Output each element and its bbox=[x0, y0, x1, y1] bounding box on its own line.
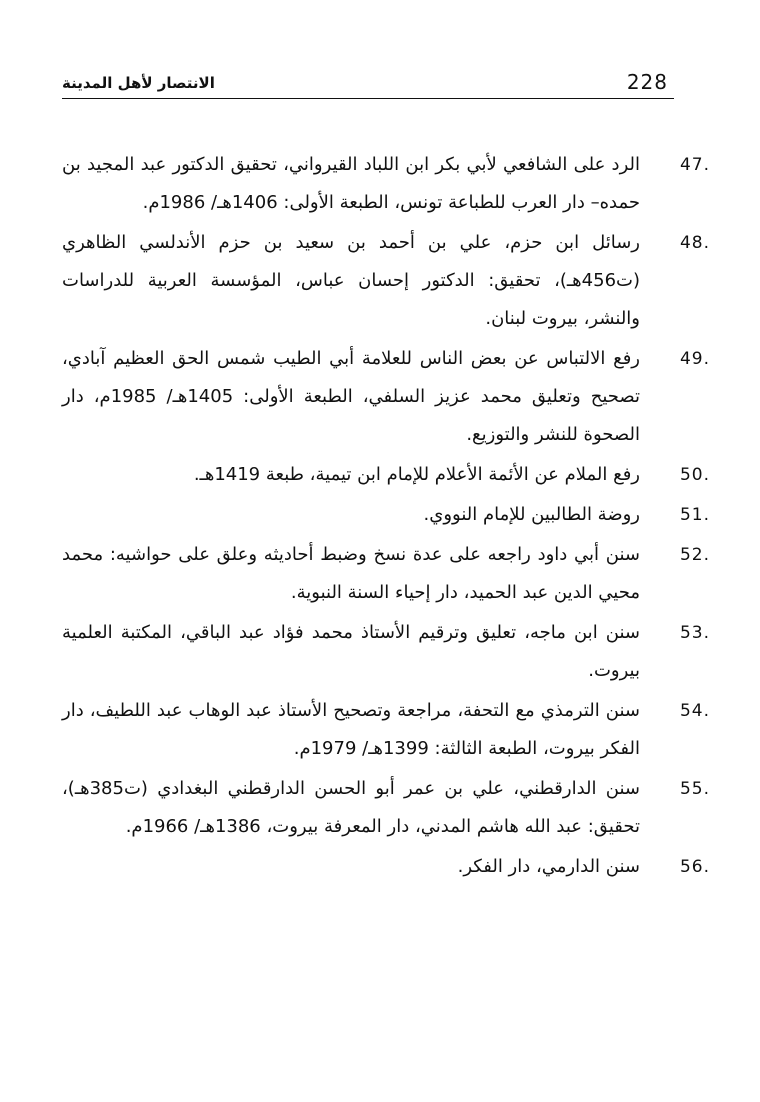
entry-number: 49. bbox=[679, 349, 710, 369]
bibliography-entry bbox=[62, 614, 710, 690]
entry-number: 56. bbox=[679, 857, 710, 877]
entry-number: 53. bbox=[679, 623, 710, 643]
bibliography-entry bbox=[62, 146, 710, 222]
entry-text: رفع الملام عن الأئمة الأعلام للإمام ابن تيمية، طبعة 1419هـ. bbox=[193, 464, 640, 485]
page-number: 228 bbox=[626, 70, 668, 94]
entry-number: 47. bbox=[679, 155, 710, 175]
entry-text: الرد على الشافعي لأبي بكر ابن اللباد القيرواني، تحقيق الدكتور عبد المجيد بن حمده– دار العرب للطباعة تونس، الطبعة الأولى: 1406هـ/ 1986م. bbox=[62, 154, 640, 213]
bibliography-entry bbox=[62, 692, 710, 768]
bibliography-entry bbox=[62, 340, 710, 454]
entry-text: سنن الترمذي مع التحفة، مراجعة وتصحيح الأستاذ عبد الوهاب عبد اللطيف، دار الفكر بيروت، الطبعة الثالثة: 1399هـ/ 1979م. bbox=[62, 700, 640, 759]
entry-text: سنن أبي داود راجعه على عدة نسخ وضبط أحاديثه وعلق على حواشيه: محمد محيي الدين عبد الحميد، دار إحياء السنة النبوية. bbox=[62, 544, 640, 603]
entry-text: سنن الدارمي، دار الفكر. bbox=[457, 856, 640, 877]
entry-text: سنن الدارقطني، علي بن عمر أبو الحسن الدارقطني البغدادي (ت385هـ)، تحقيق: عبد الله هاشم المدني، دار المعرفة بيروت، 1386هـ/ 1966م. bbox=[62, 778, 640, 837]
bibliography-entry bbox=[62, 456, 710, 494]
entry-text: رفع الالتباس عن بعض الناس للعلامة أبي الطيب شمس الحق العظيم آبادي، تصحيح وتعليق محمد عزيز السلفي، الطبعة الأولى: 1405هـ/ 1985م، دار الصحوة للنشر والتوزيع. bbox=[62, 348, 640, 445]
bibliography-entry bbox=[62, 848, 710, 886]
entry-number: 52. bbox=[679, 545, 710, 565]
bibliography-entry bbox=[62, 536, 710, 612]
running-title: الانتصار لأهل المدينة bbox=[62, 74, 215, 92]
entry-text: روضة الطالبين للإمام النووي. bbox=[423, 504, 640, 525]
header-rule bbox=[62, 98, 674, 99]
bibliography-entry bbox=[62, 496, 710, 534]
entry-number: 55. bbox=[679, 779, 710, 799]
bibliography-list bbox=[62, 146, 710, 888]
entry-number: 50. bbox=[679, 465, 710, 485]
entry-text: سنن ابن ماجه، تعليق وترقيم الأستاذ محمد فؤاد عبد الباقي، المكتبة العلمية بيروت. bbox=[62, 622, 640, 681]
bibliography-entry bbox=[62, 770, 710, 846]
entry-number: 48. bbox=[679, 233, 710, 253]
entry-text: رسائل ابن حزم، علي بن أحمد بن سعيد بن حزم الأندلسي الظاهري (ت456هـ)، تحقيق: الدكتور إحسان عباس، المؤسسة العربية للدراسات والنشر، بيروت لبنان. bbox=[62, 232, 640, 329]
entry-number: 54. bbox=[679, 701, 710, 721]
running-header bbox=[62, 70, 674, 100]
bibliography-entry bbox=[62, 224, 710, 338]
entry-number: 51. bbox=[679, 505, 710, 525]
